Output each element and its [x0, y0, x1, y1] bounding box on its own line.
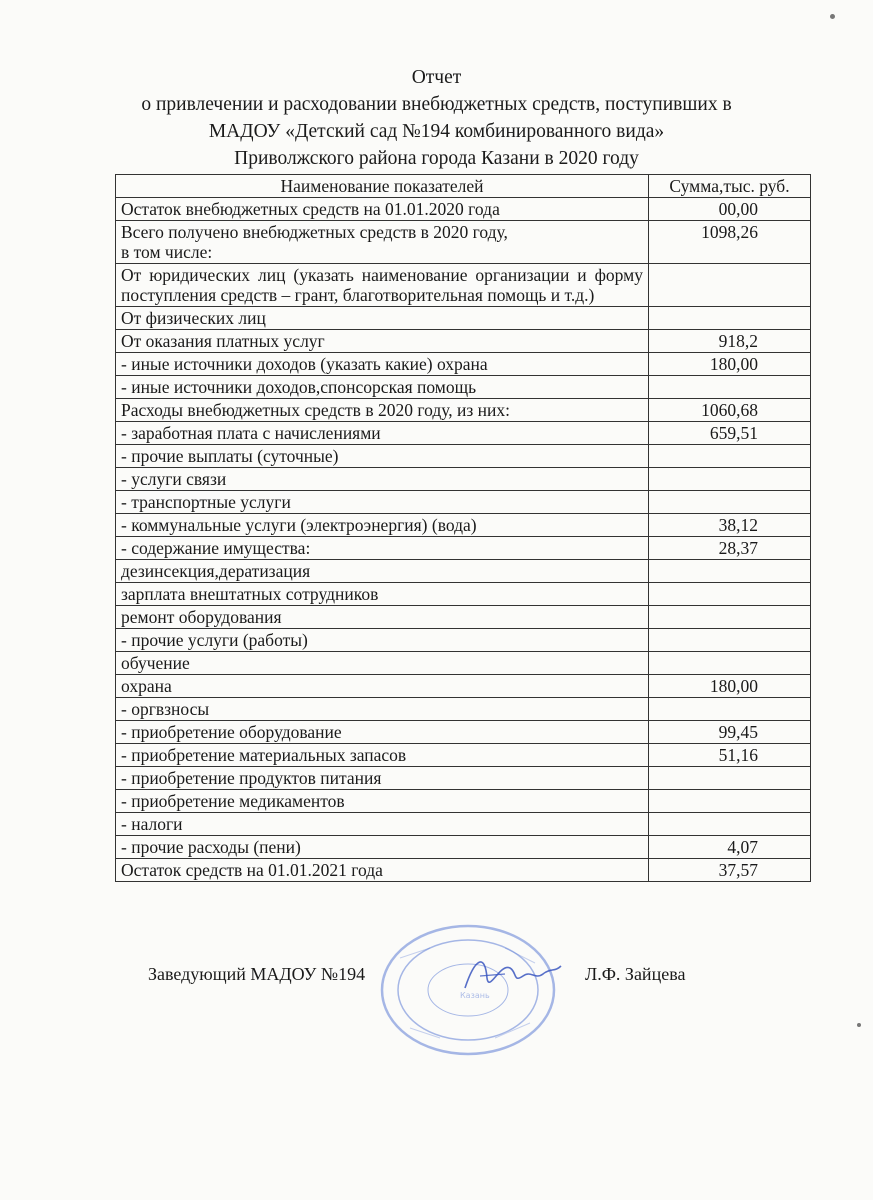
title-line-2: о привлечении и расходовании внебюджетных средств, поступивших в	[141, 94, 732, 115]
row-value	[649, 307, 811, 330]
table-row	[116, 675, 811, 698]
signature-scribble	[455, 948, 565, 998]
row-value: 659,51	[649, 422, 811, 445]
row-label: ремонт оборудования	[116, 606, 649, 629]
row-value	[649, 629, 811, 652]
row-value: 918,2	[649, 330, 811, 353]
table-row	[116, 353, 811, 376]
row-value	[649, 790, 811, 813]
row-value	[649, 560, 811, 583]
signatory-position: Заведующий МАДОУ №194	[148, 964, 366, 984]
row-label: - приобретение оборудование	[116, 721, 649, 744]
table-row	[116, 307, 811, 330]
table-row	[116, 537, 811, 560]
punch-dot	[857, 1023, 861, 1027]
row-label: - приобретение материальных запасов	[116, 744, 649, 767]
table-row	[116, 836, 811, 859]
row-label: Остаток средств на 01.01.2021 года	[116, 859, 649, 882]
row-value: 1098,26	[649, 221, 811, 264]
title-line-1: Отчет	[411, 67, 462, 88]
row-value	[649, 264, 811, 307]
row-value: 00,00	[649, 198, 811, 221]
row-label: охрана	[116, 675, 649, 698]
row-label: - прочие услуги (работы)	[116, 629, 649, 652]
row-value	[649, 491, 811, 514]
row-value	[649, 376, 811, 399]
row-label: - заработная плата с начислениями	[116, 422, 649, 445]
table-row	[116, 790, 811, 813]
row-label: - услуги связи	[116, 468, 649, 491]
row-label: От физических лиц	[116, 307, 649, 330]
table-row	[116, 813, 811, 836]
table-row	[116, 698, 811, 721]
svg-text:Казань: Казань	[460, 991, 490, 1000]
row-value: 99,45	[649, 721, 811, 744]
table-row	[116, 445, 811, 468]
table-row	[116, 859, 811, 882]
row-label	[116, 221, 649, 264]
row-value: 180,00	[649, 675, 811, 698]
row-label: - оргвзносы	[116, 698, 649, 721]
row-value: 38,12	[649, 514, 811, 537]
row-label: - содержание имущества:	[116, 537, 649, 560]
row-label: - налоги	[116, 813, 649, 836]
row-label: зарплата внештатных сотрудников	[116, 583, 649, 606]
row-value	[649, 652, 811, 675]
column-header-sum: Сумма,тыс. руб.	[649, 175, 811, 198]
row-label: - приобретение медикаментов	[116, 790, 649, 813]
row-label: От оказания платных услуг	[116, 330, 649, 353]
table-row	[116, 399, 811, 422]
row-label: - прочие расходы (пени)	[116, 836, 649, 859]
row-label-line-2: в том числе:	[121, 242, 213, 262]
row-value: 4,07	[649, 836, 811, 859]
title-line-3: МАДОУ «Детский сад №194 комбинированного вида»	[208, 121, 665, 142]
row-label: - прочие выплаты (суточные)	[116, 445, 649, 468]
signatory-name: Л.Ф. Зайцева	[585, 964, 686, 984]
row-value: 1060,68	[649, 399, 811, 422]
row-value: 28,37	[649, 537, 811, 560]
row-label: Расходы внебюджетных средств в 2020 году, из них:	[116, 399, 649, 422]
row-label: дезинсекция,дератизация	[116, 560, 649, 583]
table-row	[116, 264, 811, 307]
row-label: От юридических лиц (указать наименование организации и форму поступления средств – грант, благотворительная помощь и т.д.)	[116, 264, 649, 307]
table-row	[116, 491, 811, 514]
table-row	[116, 767, 811, 790]
table-row	[116, 376, 811, 399]
table-row	[116, 422, 811, 445]
table-row	[116, 468, 811, 491]
row-value	[649, 468, 811, 491]
row-value	[649, 767, 811, 790]
table-row	[116, 652, 811, 675]
row-value: 180,00	[649, 353, 811, 376]
row-label: обучение	[116, 652, 649, 675]
row-value	[649, 583, 811, 606]
column-header-name: Наименование показателей	[116, 175, 649, 198]
row-label-line-1: Всего получено внебюджетных средств в 2020 году,	[121, 222, 508, 242]
table-row	[116, 606, 811, 629]
table-row	[116, 721, 811, 744]
table-row	[116, 514, 811, 537]
punch-dot	[830, 14, 835, 19]
table-row	[116, 560, 811, 583]
row-label: - коммунальные услуги (электроэнергия) (вода)	[116, 514, 649, 537]
row-label: - транспортные услуги	[116, 491, 649, 514]
table-row	[116, 744, 811, 767]
row-label: - приобретение продуктов питания	[116, 767, 649, 790]
row-label: - иные источники доходов,спонсорская помощь	[116, 376, 649, 399]
row-label: - иные источники доходов (указать какие) охрана	[116, 353, 649, 376]
row-value: 37,57	[649, 859, 811, 882]
row-label: Остаток внебюджетных средств на 01.01.2020 года	[116, 198, 649, 221]
table-row	[116, 221, 811, 264]
row-value: 51,16	[649, 744, 811, 767]
row-value	[649, 813, 811, 836]
table-row	[116, 330, 811, 353]
title-line-4: Приволжского района города Казани в 2020 году	[234, 148, 639, 169]
table-header-row	[116, 175, 811, 198]
table-row	[116, 583, 811, 606]
report-title	[0, 64, 873, 172]
row-value	[649, 698, 811, 721]
table-row	[116, 198, 811, 221]
table-row	[116, 629, 811, 652]
report-table	[115, 174, 811, 882]
row-value	[649, 445, 811, 468]
row-value	[649, 606, 811, 629]
